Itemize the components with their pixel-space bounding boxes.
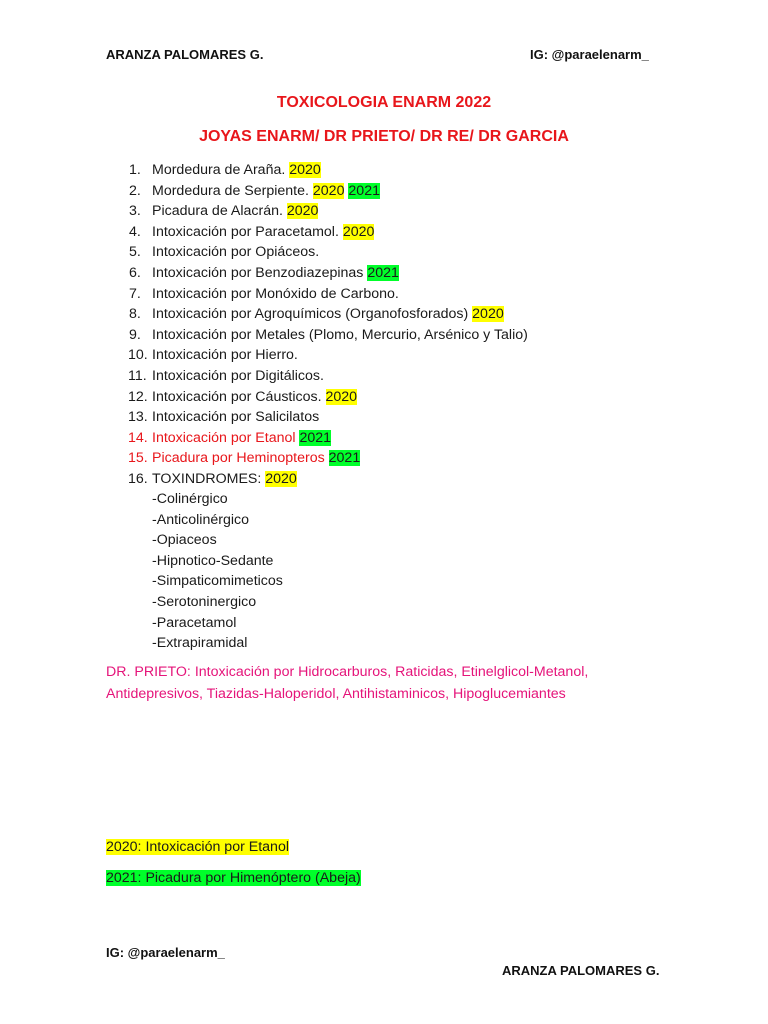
header-author: ARANZA PALOMARES G.	[106, 47, 264, 62]
toxindrome-item: -Hipnotico-Sedante	[152, 552, 274, 569]
footnote-2021-text: 2021: Picadura por Himenóptero (Abeja)	[106, 870, 361, 886]
list-item-text: Picadura de Alacrán.	[152, 203, 287, 220]
year-tag-2021: 2021	[328, 450, 361, 467]
list-item-text: Intoxicación por Hierro.	[152, 347, 298, 364]
list-item-number: 16.	[128, 470, 148, 487]
list-item-number: 10.	[128, 347, 148, 364]
list-item	[112, 428, 528, 449]
list-item	[112, 366, 528, 387]
list-item-number: 14.	[128, 429, 148, 446]
toxindrome-item: -Colinérgico	[152, 491, 228, 507]
list-item-text: Mordedura de Serpiente.	[152, 182, 313, 199]
toxindrome-item: -Paracetamol	[152, 614, 237, 631]
list-item-text: Intoxicación por Opiáceos.	[152, 244, 320, 261]
toxindrome-item: -Opiaceos	[152, 532, 217, 549]
year-tag-2020: 2020	[265, 470, 297, 487]
list-item-number: 9.	[129, 326, 141, 343]
list-item-number: 3.	[129, 203, 141, 220]
list-item-text: Intoxicación por Monóxido de Carbono.	[152, 285, 399, 302]
toxindrome-item: -Anticolinérgico	[152, 511, 249, 528]
year-tag-2020: 2020	[325, 388, 358, 405]
footnote-2020	[106, 839, 289, 855]
toxindrome-item: -Simpaticomimeticos	[152, 573, 283, 590]
footer-instagram: IG: @paraelenarm_	[106, 945, 225, 960]
list-item	[112, 181, 528, 202]
list-item-text: Intoxicación por Digitálicos.	[152, 367, 324, 384]
list-item-number: 6.	[129, 264, 141, 281]
list-item-number: 12.	[128, 388, 148, 405]
year-tag-2021: 2021	[299, 429, 332, 446]
year-tag-2021: 2021	[348, 182, 380, 199]
list-item-text: Intoxicación por Etanol	[152, 429, 300, 446]
year-tag-2020: 2020	[472, 306, 504, 323]
year-tag-2020: 2020	[312, 182, 345, 199]
list-item-text: Intoxicación por Benzodiazepinas	[152, 264, 368, 281]
document-subtitle: JOYAS ENARM/ DR PRIETO/ DR RE/ DR GARCIA	[199, 128, 569, 145]
list-item-number: 15.	[128, 450, 148, 467]
list-item	[112, 263, 528, 284]
list-item-number: 4.	[129, 223, 141, 240]
list-item-text: Intoxicación por Paracetamol.	[152, 223, 343, 240]
list-item-number: 7.	[129, 285, 141, 302]
toxindrome-item: -Extrapiramidal	[152, 635, 248, 652]
list-item	[112, 201, 528, 222]
list-item-number: 13.	[128, 409, 148, 426]
list-item	[112, 325, 528, 346]
footnote-2020-text: 2020: Intoxicación por Etanol	[106, 839, 289, 855]
list-item-text: Picadura por Heminopteros	[152, 450, 329, 467]
year-tag-2020: 2020	[289, 162, 321, 178]
list-item-text: TOXINDROMES:	[152, 470, 266, 487]
list-item-number: 2.	[129, 182, 141, 199]
list-item	[112, 387, 528, 408]
list-item-number: 8.	[129, 306, 141, 323]
year-tag-2020: 2020	[286, 203, 319, 220]
list-item	[112, 448, 528, 469]
list-item-text: Intoxicación por Agroquímicos (Organofosforados)	[152, 306, 473, 323]
footer-author: ARANZA PALOMARES G.	[502, 963, 660, 978]
list-item-text: Intoxicación por Metales (Plomo, Mercurio, Arsénico y Talio)	[152, 326, 528, 343]
toxindrome-item: -Serotoninergico	[152, 593, 257, 610]
list-item	[112, 160, 528, 181]
list-item	[112, 407, 528, 428]
document-title: TOXICOLOGIA ENARM 2022	[276, 94, 492, 111]
list-item	[112, 284, 528, 305]
list-item-number: 1.	[129, 162, 141, 178]
topic-list	[112, 160, 528, 490]
list-item-text: Intoxicación por Salicilatos	[152, 409, 320, 426]
toxindromes-list	[152, 489, 283, 654]
year-tag-2020: 2020	[342, 223, 375, 240]
list-item-number: 5.	[129, 244, 141, 261]
list-item	[112, 345, 528, 366]
header-instagram: IG: @paraelenarm_	[530, 47, 649, 62]
list-item-text: Mordedura de Araña.	[152, 162, 290, 178]
footnote-2021	[106, 870, 361, 886]
dr-prieto-note: DR. PRIETO: Intoxicación por Hidrocarburos, Raticidas, Etinelglicol-Metanol, Antidepresivos, Tiazidas-Haloperidol, Antihistaminicos, Hipoglucemiantes	[106, 664, 589, 702]
list-item	[112, 469, 528, 490]
list-item-number: 11.	[128, 367, 147, 384]
list-item	[112, 242, 528, 263]
year-tag-2021: 2021	[367, 264, 399, 281]
list-item	[112, 304, 528, 325]
list-item-text: Intoxicación por Cáusticos.	[152, 388, 326, 405]
list-item	[112, 222, 528, 243]
